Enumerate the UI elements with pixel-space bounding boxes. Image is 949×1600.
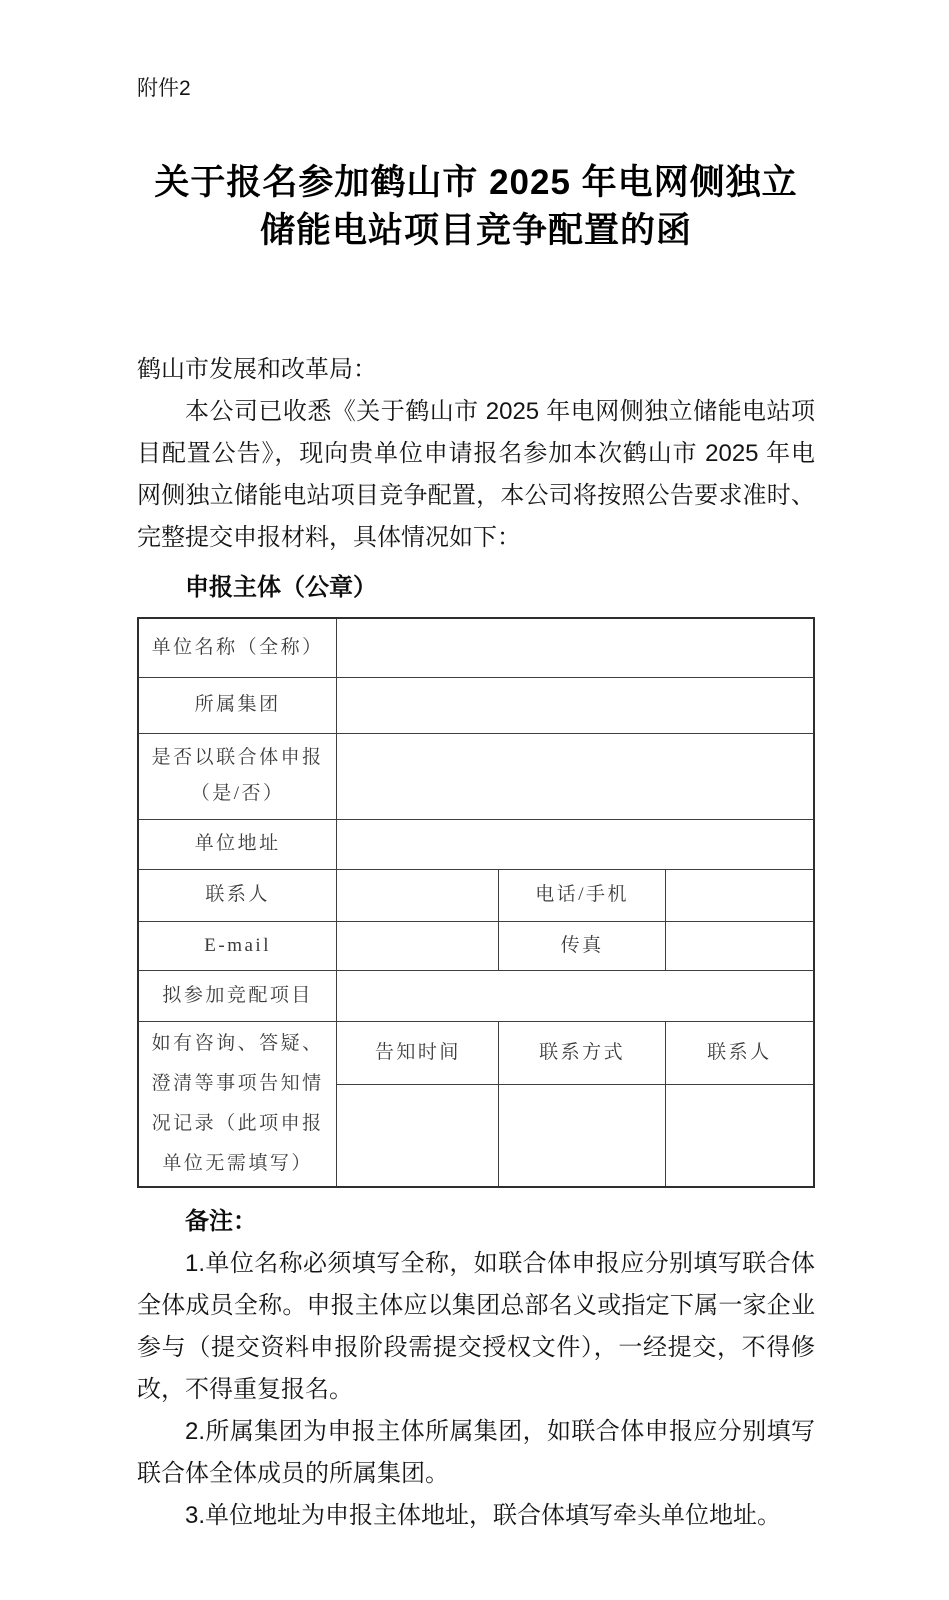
table-row bbox=[138, 819, 814, 869]
title-line-2: 储能电站项目竞争配置的函 bbox=[259, 211, 692, 250]
project-value-cell bbox=[337, 970, 814, 1021]
group-label-cell: 所属集团 bbox=[138, 677, 337, 733]
table-row bbox=[138, 921, 814, 970]
table-row bbox=[138, 1021, 814, 1085]
consortium-label-line-2: （是/否） bbox=[190, 783, 285, 804]
note-item-1: 1.单位名称必须填写全称，如联合体申报应分别填写联合体全体成员全称。申报主体应以集团总部名义或指定下属一家企业参与（提交资料申报阶段需提交授权文件），一经提交，不得修改，不得重复报名。 bbox=[137, 1249, 815, 1403]
unit-name-value-cell bbox=[337, 618, 814, 677]
notice-method-value-cell bbox=[499, 1085, 665, 1187]
salutation: 鹤山市发展和改革局： bbox=[137, 356, 377, 383]
application-form-table bbox=[137, 617, 815, 1188]
title-line-1: 关于报名参加鹤山市 2025 年电网侧独立 bbox=[154, 163, 798, 202]
notes-heading: 备注： bbox=[185, 1207, 257, 1235]
notice-time-value-cell bbox=[337, 1085, 499, 1187]
contact-label-cell: 联系人 bbox=[138, 869, 337, 921]
notice-method-header-cell: 联系方式 bbox=[499, 1021, 665, 1085]
table-row bbox=[138, 970, 814, 1021]
consortium-label-cell bbox=[138, 733, 337, 819]
table-row bbox=[138, 618, 814, 677]
table-row bbox=[138, 733, 814, 819]
address-label-cell: 单位地址 bbox=[138, 819, 337, 869]
address-value-cell bbox=[337, 819, 814, 869]
unit-name-label-cell: 单位名称（全称） bbox=[138, 618, 337, 677]
phone-value-cell bbox=[665, 869, 814, 921]
table-caption: 申报主体（公章） bbox=[185, 574, 377, 601]
email-value-cell bbox=[337, 921, 499, 970]
consortium-value-cell bbox=[337, 733, 814, 819]
project-label-cell: 拟参加竞配项目 bbox=[138, 970, 337, 1021]
consortium-label-line-1: 是否以联合体申报 bbox=[151, 747, 324, 768]
email-label-cell: E-mail bbox=[138, 921, 337, 970]
body-paragraph: 本公司已收悉《关于鹤山市 2025 年电网侧独立储能电站项目配置公告》，现向贵单位申请报名参加本次鹤山市 2025 年电网侧独立储能电站项目竞争配置，本公司将按照公告要求准时、完整提交申报材料，具体情况如下： bbox=[137, 398, 815, 551]
fax-label-cell: 传真 bbox=[499, 921, 665, 970]
notice-time-header-cell: 告知时间 bbox=[337, 1021, 499, 1085]
table-row bbox=[138, 869, 814, 921]
notice-person-header-cell: 联系人 bbox=[665, 1021, 814, 1085]
note-item-2: 2.所属集团为申报主体所属集团，如联合体申报应分别填写联合体全体成员的所属集团。 bbox=[137, 1417, 815, 1487]
table-row bbox=[138, 677, 814, 733]
fax-value-cell bbox=[665, 921, 814, 970]
phone-label-cell: 电话/手机 bbox=[499, 869, 665, 921]
attachment-label: 附件2 bbox=[137, 77, 191, 100]
contact-value-cell bbox=[337, 869, 499, 921]
document-title bbox=[137, 159, 815, 255]
notice-record-label-cell: 如有咨询、答疑、澄清等事项告知情况记录（此项申报单位无需填写） bbox=[138, 1021, 337, 1187]
notice-person-value-cell bbox=[665, 1085, 814, 1187]
group-value-cell bbox=[337, 677, 814, 733]
note-item-3: 3.单位地址为申报主体地址，联合体填写牵头单位地址。 bbox=[185, 1501, 782, 1529]
